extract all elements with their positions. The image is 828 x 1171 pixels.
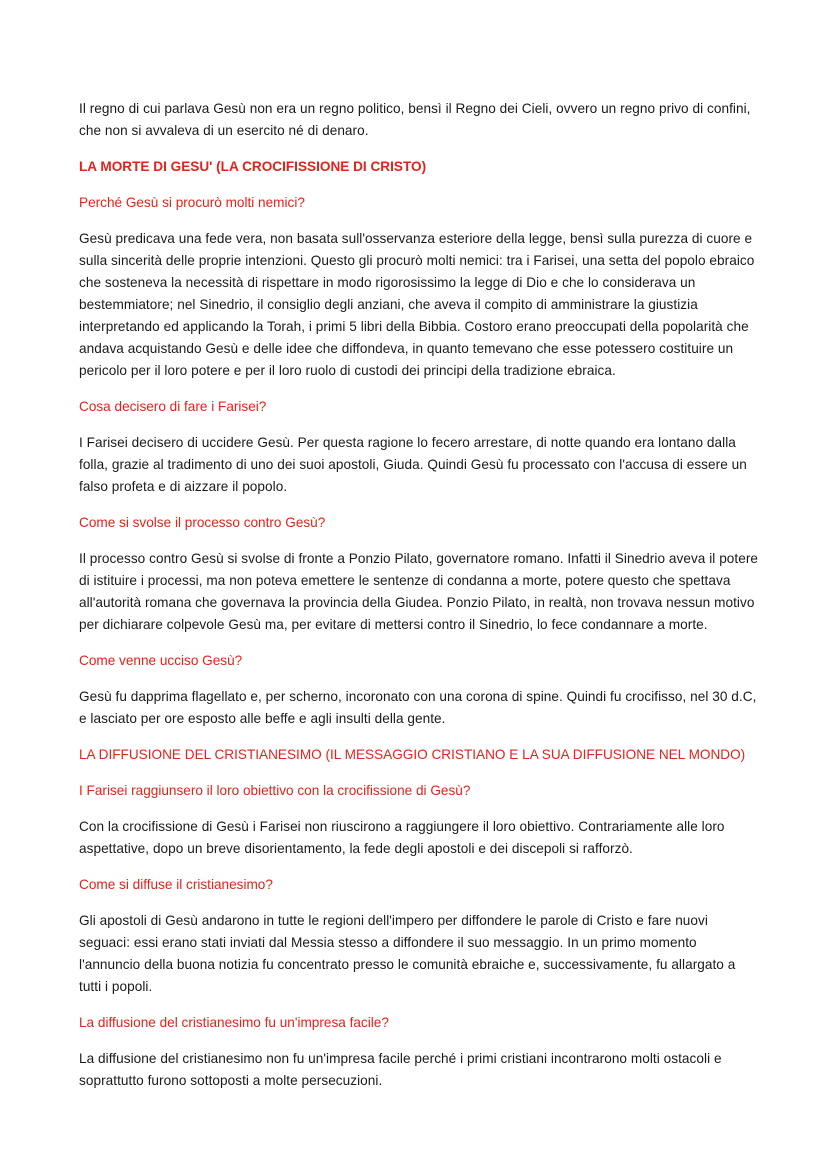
answer-paragraph: Gli apostoli di Gesù andarono in tutte le regioni dell'impero per diffondere le parole di Cristo e fare nuovi seguaci: essi erano stati inviati dal Messia stesso a diffondere il suo messaggio. In un primo momento l'annuncio della buona notizia fu concentrato presso le comunità ebraiche e, successivamente, fu allargato a tutti i popoli. (79, 913, 736, 994)
question-heading: Come venne ucciso Gesù? (79, 653, 243, 668)
section-heading-morte: LA MORTE DI GESU' (LA CROCIFISSIONE DI CRISTO) (79, 159, 427, 174)
intro-paragraph: Il regno di cui parlava Gesù non era un regno politico, bensì il Regno dei Cieli, ovvero un regno privo di confini, che non si avvaleva di un esercito né di denaro. (79, 101, 751, 138)
answer-paragraph: La diffusione del cristianesimo non fu un'impresa facile perché i primi cristiani incontrarono molti ostacoli e soprattutto furono sottoposti a molte persecuzioni. (79, 1051, 722, 1088)
question-heading: Cosa decisero di fare i Farisei? (79, 399, 267, 414)
question-heading: Come si diffuse il cristianesimo? (79, 877, 273, 892)
question-heading: I Farisei raggiunsero il loro obiettivo con la crocifissione di Gesù? (79, 783, 471, 798)
answer-paragraph: Gesù fu dapprima flagellato e, per scherno, incoronato con una corona di spine. Quindi fu crocifisso, nel 30 d.C, e lasciato per ore esposto alle beffe e agli insulti della gente. (79, 689, 757, 726)
section-heading-diffusione: LA DIFFUSIONE DEL CRISTIANESIMO (IL MESSAGGIO CRISTIANO E LA SUA DIFFUSIONE NEL MONDO) (79, 747, 746, 762)
answer-paragraph: Il processo contro Gesù si svolse di fronte a Ponzio Pilato, governatore romano. Infatti il Sinedrio aveva il potere di istituire i processi, ma non poteva emettere le sentenze di condanna a morte, potere questo che spettava all'autorità romana che governava la provincia della Giudea. Ponzio Pilato, in realtà, non trovava nessun motivo per dichiarare colpevole Gesù ma, per evitare di mettersi contro il Sinedrio, lo fece condannare a morte. (79, 551, 759, 632)
answer-paragraph: I Farisei decisero di uccidere Gesù. Per questa ragione lo fecero arrestare, di notte quando era lontano dalla folla, grazie al tradimento di uno dei suoi apostoli, Giuda. Quindi Gesù fu processato con l'accusa di essere un falso profeta e di aizzare il popolo. (79, 435, 747, 494)
document-page (79, 98, 759, 1106)
answer-paragraph: Con la crocifissione di Gesù i Farisei non riuscirono a raggiungere il loro obiettivo. Contrariamente alle loro aspettative, dopo un breve disorientamento, la fede degli apostoli e dei discepoli si rafforzò. (79, 819, 725, 856)
question-heading: Perché Gesù si procurò molti nemici? (79, 195, 305, 210)
answer-paragraph: Gesù predicava una fede vera, non basata sull'osservanza esteriore della legge, bensì sulla purezza di cuore e sulla sincerità delle proprie intenzioni. Questo gli procurò molti nemici: tra i Farisei, una setta del popolo ebraico che sosteneva la necessità di rispettare in modo rigorosissimo la legge di Dio e che lo considerava un bestemmiatore; nel Sinedrio, il consiglio degli anziani, che aveva il compito di amministrare la giustizia interpretando ed applicando la Torah, i primi 5 libri della Bibbia. Costoro erano preoccupati della popolarità che andava acquistando Gesù e delle idee che diffondeva, in quanto temevano che esse potessero costituire un pericolo per il loro potere e per il loro ruolo di custodi dei principi della tradizione ebraica. (79, 231, 755, 378)
question-heading: Come si svolse il processo contro Gesù? (79, 515, 326, 530)
question-heading: La diffusione del cristianesimo fu un'impresa facile? (79, 1015, 389, 1030)
